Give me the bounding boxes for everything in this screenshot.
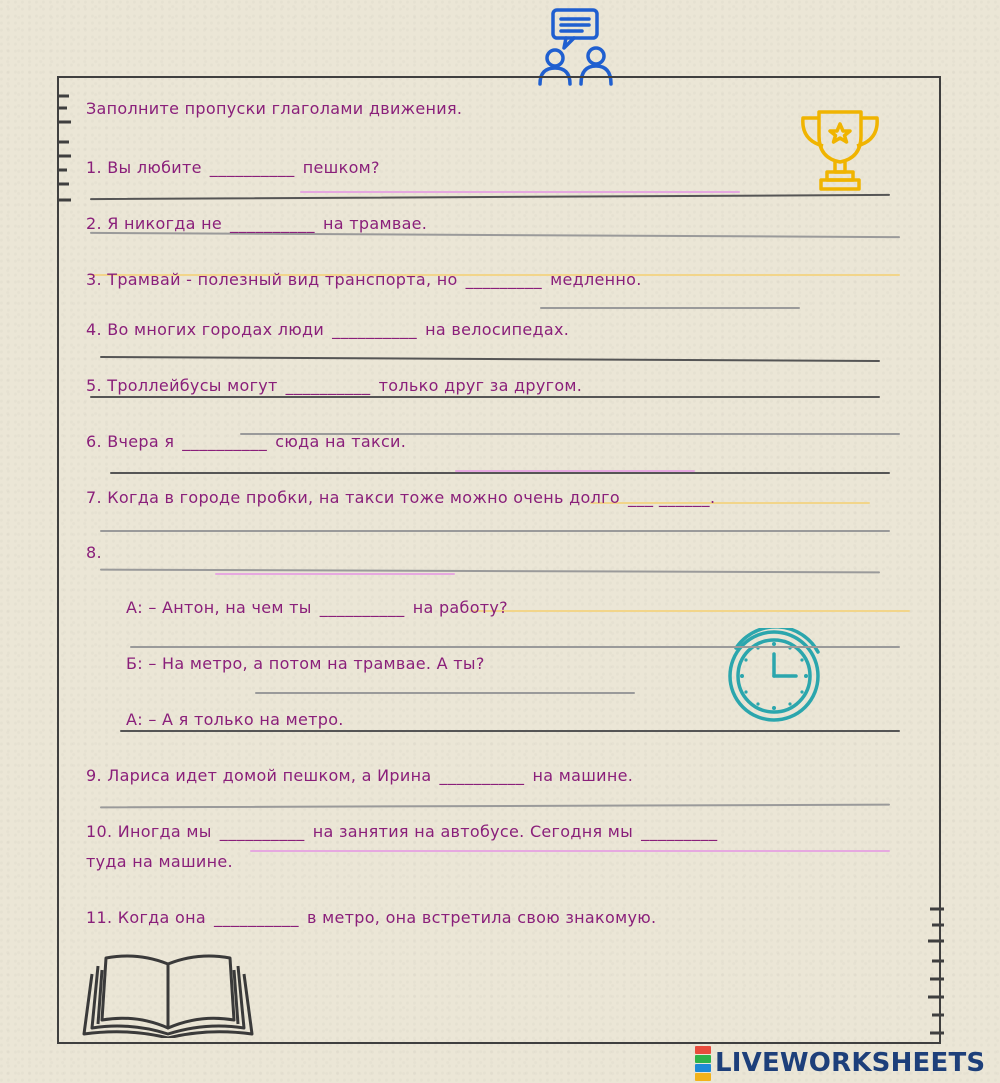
decor-line xyxy=(255,692,635,694)
decor-line xyxy=(100,530,890,532)
dialogue-line-3: А: – А я только на метро. xyxy=(126,710,344,729)
answer-blank[interactable]: __________ xyxy=(230,214,316,233)
question-5: 5. Троллейбусы могут __________ только друг за другом. xyxy=(86,376,583,395)
question-8: 8. xyxy=(86,543,102,562)
answer-blank[interactable]: __________ xyxy=(209,158,295,177)
question-4: 4. Во многих городах люди __________ на велосипедах. xyxy=(86,320,570,339)
question-3: 3. Трамвай - полезный вид транспорта, но _________ медленно. xyxy=(86,270,642,289)
answer-blank[interactable]: __________ xyxy=(219,822,305,841)
clock-icon xyxy=(718,628,830,724)
question-7: 7. Когда в городе пробки, на такси тоже можно очень долго ___ ______. xyxy=(86,488,716,507)
decor-line xyxy=(470,610,910,612)
decor-line xyxy=(300,191,740,193)
worksheet-title: Заполните пропуски глаголами движения. xyxy=(86,99,463,118)
frame-decoration xyxy=(922,905,944,1045)
answer-blank[interactable]: _________ xyxy=(465,270,543,289)
dialogue-line-1: А: – Антон, на чем ты __________ на работу? xyxy=(126,598,508,617)
decor-line xyxy=(215,573,455,575)
answer-blank[interactable]: _________ xyxy=(641,822,718,841)
logo-badge-icon xyxy=(695,1046,711,1081)
question-10-continuation: туда на машине. xyxy=(86,852,233,871)
trophy-icon xyxy=(795,106,885,194)
book-icon xyxy=(78,948,258,1038)
question-9: 9. Лариса идет домой пешком, а Ирина __________ на машине. xyxy=(86,766,634,785)
question-10: 10. Иногда мы __________ на занятия на автобусе. Сегодня мы _________ xyxy=(86,822,718,841)
answer-blank[interactable]: __________ xyxy=(319,598,405,617)
frame-decoration xyxy=(57,92,75,212)
question-1: 1. Вы любите __________ пешком? xyxy=(86,158,380,177)
decor-line xyxy=(120,730,900,732)
decor-line xyxy=(130,646,900,648)
decor-line xyxy=(110,472,890,474)
question-11: 11. Когда она __________ в метро, она встретила свою знакомую. xyxy=(86,908,657,927)
decor-line xyxy=(250,850,890,852)
answer-blank[interactable]: __________ xyxy=(182,432,268,451)
answer-blank[interactable]: __________ xyxy=(439,766,525,785)
dialogue-line-2: Б: – На метро, а потом на трамвае. А ты? xyxy=(126,654,485,673)
brand-name: LIVEWORKSHEETS xyxy=(715,1048,986,1078)
decor-line xyxy=(540,307,800,309)
decor-line xyxy=(90,396,880,398)
question-6: 6. Вчера я __________ сюда на такси. xyxy=(86,432,407,451)
answer-blank[interactable]: __________ xyxy=(332,320,418,339)
answer-blank[interactable]: ___ ______. xyxy=(627,488,716,507)
liveworksheets-logo[interactable] xyxy=(695,1045,985,1081)
answer-blank[interactable]: __________ xyxy=(214,908,299,927)
question-2: 2. Я никогда не __________ на трамвае. xyxy=(86,214,428,233)
answer-blank[interactable]: __________ xyxy=(285,376,371,395)
